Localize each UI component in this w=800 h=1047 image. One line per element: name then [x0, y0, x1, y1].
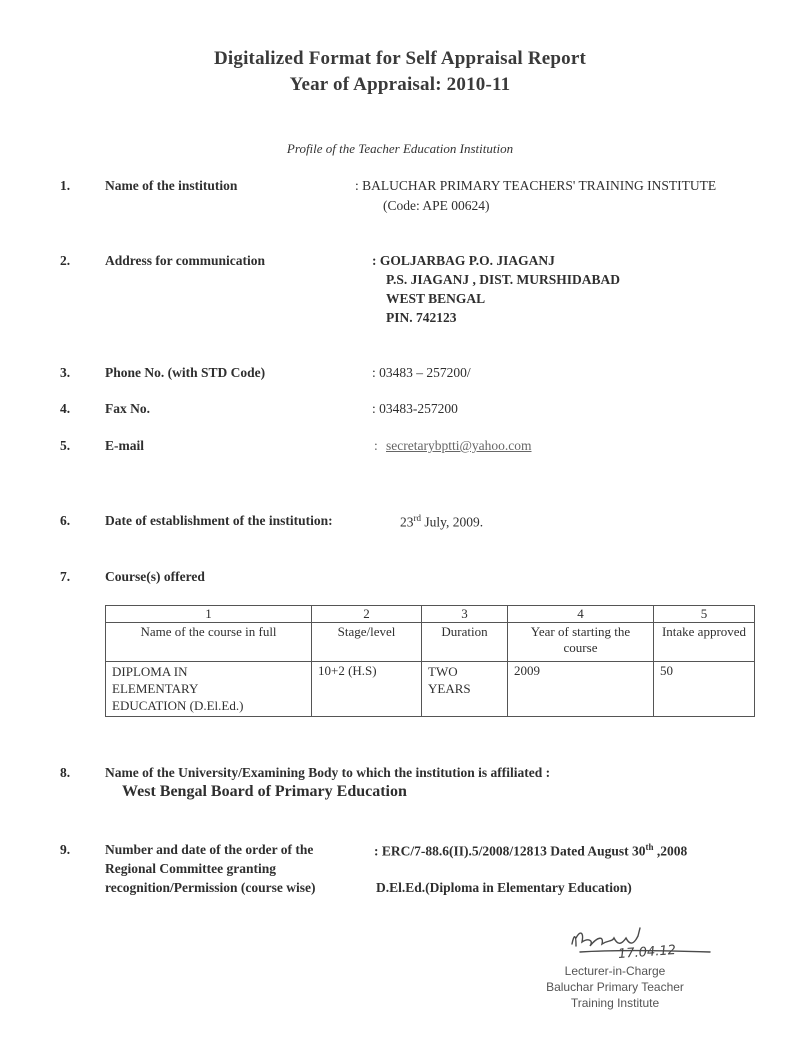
item-5-label: E-mail: [105, 438, 144, 453]
course-stage-cell: 10+2 (H.S): [312, 662, 422, 717]
col-number-4: 4: [508, 606, 654, 623]
institution-code-value: (Code: APE 00624): [383, 198, 490, 213]
course-duration-line-1: TWO: [428, 664, 458, 679]
item-2-label: Address for communication: [105, 253, 266, 268]
establishment-month-year: July, 2009.: [421, 514, 484, 530]
establishment-day: 23: [400, 514, 414, 530]
recognition-order-day-suffix: th: [645, 842, 654, 852]
col-number-5: 5: [654, 606, 755, 623]
address-line-1: : GOLJARBAG P.O. JIAGANJ: [372, 253, 555, 268]
item-1-label: Name of the institution: [105, 178, 238, 193]
establishment-date-value: [400, 513, 483, 531]
item-8-label: Name of the University/Examining Body to which the institution is affiliated :: [105, 765, 551, 780]
item-6-label: Date of establishment of the institution:: [105, 513, 333, 528]
institution-name-value: : BALUCHAR PRIMARY TEACHERS' TRAINING INSTITUTE: [355, 178, 717, 193]
item-2-number: 2.: [60, 253, 71, 268]
col-number-2: 2: [312, 606, 422, 623]
header-duration: Duration: [422, 623, 508, 662]
email-colon: :: [374, 438, 378, 453]
course-duration-cell: [422, 662, 508, 717]
address-line-2: P.S. JIAGANJ , DIST. MURSHIDABAD: [386, 272, 621, 287]
recognition-course-value: D.El.Ed.(Diploma in Elementary Education): [376, 880, 632, 895]
header-year-starting: Year of starting the course: [508, 623, 654, 662]
course-year-cell: 2009: [508, 662, 654, 717]
course-name-line-3: EDUCATION (D.El.Ed.): [112, 698, 244, 713]
signatory-designation: Lecturer-in-Charge: [564, 964, 666, 978]
item-1-number: 1.: [60, 178, 71, 193]
item-4-label: Fax No.: [105, 401, 150, 416]
item-4-number: 4.: [60, 401, 71, 416]
establishment-day-suffix: rd: [413, 513, 421, 523]
course-duration-line-2: YEARS: [428, 681, 471, 696]
item-7-label: Course(s) offered: [105, 569, 205, 584]
recognition-order-number: : ERC/7-88.6(II).5/2008/12813 Dated August 30: [374, 843, 646, 859]
col-number-3: 3: [422, 606, 508, 623]
course-name-cell: [106, 662, 312, 717]
header-course-name: Name of the course in full: [106, 623, 312, 662]
course-name-line-1: DIPLOMA IN: [112, 664, 188, 679]
signatory-institution-line-1: Baluchar Primary Teacher: [546, 980, 684, 994]
address-line-3: WEST BENGAL: [386, 291, 486, 306]
item-9-label-line-1: Number and date of the order of the: [105, 842, 314, 857]
header-intake-approved: Intake approved: [654, 623, 755, 662]
item-6-number: 6.: [60, 513, 71, 528]
course-name-line-2: ELEMENTARY: [112, 681, 199, 696]
table-row: [106, 662, 755, 717]
signatory-institution-line-2: Training Institute: [570, 996, 660, 1010]
item-9-label-line-2: Regional Committee granting: [105, 861, 276, 876]
item-9-number: 9.: [60, 842, 71, 857]
col-number-1: 1: [106, 606, 312, 623]
item-3-number: 3.: [60, 365, 71, 380]
recognition-order-year: ,2008: [653, 843, 688, 859]
courses-table: [105, 605, 755, 717]
phone-value: : 03483 – 257200/: [372, 365, 471, 380]
recognition-order-value: [374, 842, 687, 860]
course-intake-cell: 50: [654, 662, 755, 717]
item-5-number: 5.: [60, 438, 71, 453]
item-9-label-line-3: recognition/Permission (course wise): [105, 880, 316, 895]
fax-value: : 03483-257200: [372, 401, 458, 416]
table-column-number-row: [106, 606, 755, 623]
address-line-4: PIN. 742123: [386, 310, 457, 325]
affiliating-body-value: West Bengal Board of Primary Education: [122, 783, 407, 800]
signature-date: 17.04.12: [617, 942, 677, 963]
header-stage-level: Stage/level: [312, 623, 422, 662]
table-header-row: [106, 623, 755, 662]
item-7-number: 7.: [60, 569, 71, 584]
document-title-line2: Year of Appraisal: 2010-11: [289, 74, 511, 95]
email-link[interactable]: secretarybptti@yahoo.com: [386, 438, 532, 453]
document-title-line1: Digitalized Format for Self Appraisal Report: [213, 48, 587, 69]
document-subtitle: Profile of the Teacher Education Institution: [286, 141, 514, 156]
item-8-number: 8.: [60, 765, 71, 780]
item-3-label: Phone No. (with STD Code): [105, 365, 266, 380]
